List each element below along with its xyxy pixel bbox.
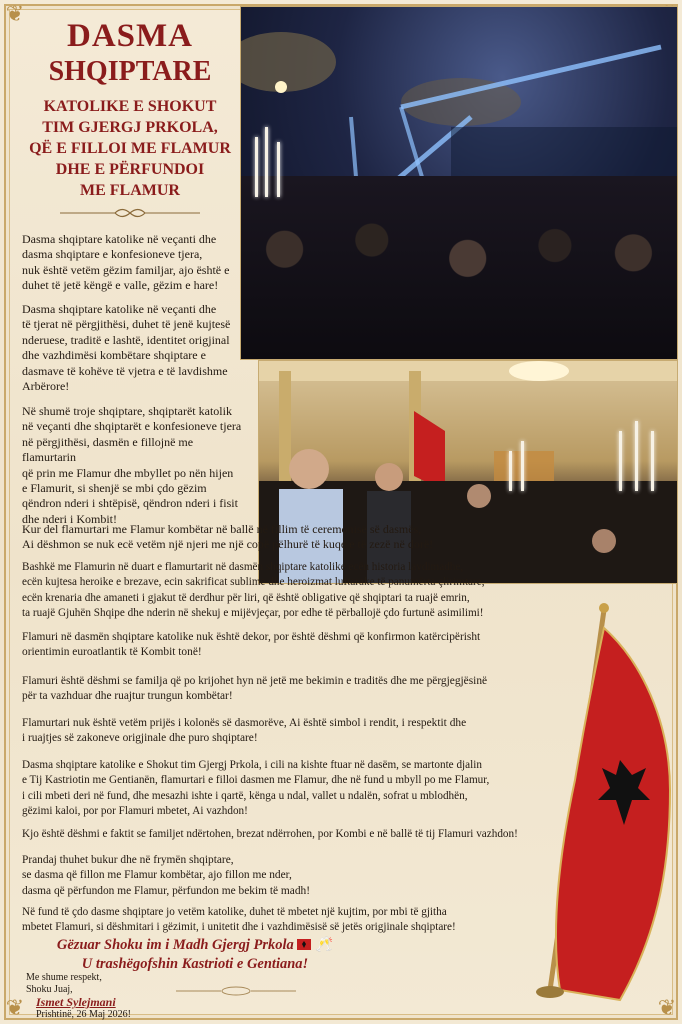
greeting-line-1: Gëzuar Shoku im i Madh Gjergj Prkola <box>56 937 294 953</box>
author-signature: Ismet Sylejmani <box>36 995 116 1009</box>
paragraph-8: Flamurtari nuk është vetëm prijës i kolonës së dasmorëve, Ai është simbol i rendit, i respektit dhe i ruajtjes së zakoneve origjinale dhe puro shqiptare! <box>22 717 467 745</box>
corner-ornament-icon: ❦ <box>5 2 25 27</box>
paragraph-4: Kur del flamurtari me Flamur kombëtar në ballë në fillim të ceremonisë së dasmës, Ai dëshmon se nuk ecë vetëm një njeri me një copë pëlhurë të kuqe e të zezë në dorë! <box>22 522 434 552</box>
paragraph-7: Flamuri është dëshmi se familja që po krijohet hyn në jetë me bekimin e traditës dhe me përgjegjësinë për ta vazhduar dhe ruajtur trungun kombëtar! <box>22 675 488 703</box>
guests-crowd <box>241 176 677 359</box>
candle <box>651 431 654 491</box>
albanian-flag-on-pole <box>520 600 676 1010</box>
corner-ornament-icon: ❦ <box>657 996 677 1021</box>
closing-regards: Me shume respekt, <box>26 972 102 983</box>
candle <box>509 451 512 491</box>
paragraph-3: Në shumë troje shqiptare, shqiptarët katolik në veçanti dhe shqiptarët e konfesioneve tjera në përgjithësi, dasmën e fillojnë me flamurtarin që prin me Flamur dhe mbyllet po nën hijen e Flamurit, si shenjë se mbi çdo gëzim qëndron nderi i shtëpisë, qëndron nderi i fisit dhe nderi i Kombit! <box>22 404 242 526</box>
paragraph-1: Dasma shqiptare katolike në veçanti dhe dasma shqiptare e konfesioneve tjera, nuk është vetëm gëzim familjar, ajo është e duhet të jetë këngë e valle, gëzim e hare! <box>22 232 230 293</box>
candle <box>521 441 524 491</box>
wedding-hall-photo <box>240 6 678 360</box>
candle <box>635 421 638 491</box>
paragraph-10: Kjo është dëshmi e faktit se familjet ndërtohen, brezat ndërrohen, por Kombi e në ballë të tij Flamuri vazhdon! <box>22 828 518 840</box>
greeting-line-2: U trashëgofshin Kastrioti e Gentiana! <box>81 956 309 972</box>
closing-greeting <box>30 936 360 974</box>
champagne-glasses-icon: 🥂 <box>315 937 334 953</box>
signature-ornament-icon <box>176 985 296 997</box>
page-title: DASMA <box>67 18 193 54</box>
candle <box>255 137 258 197</box>
candle <box>265 127 268 197</box>
page-subtitle: KATOLIKE E SHOKUT TIM GJERGJ PRKOLA, QË E FILLOI ME FLAMUR DHE E PËRFUNDOI ME FLAMUR <box>29 98 231 199</box>
corner-ornament-icon: ❦ <box>5 996 25 1021</box>
albanian-flag-icon <box>297 939 311 950</box>
paragraph-9: Dasma shqiptare katolike e Shokut tim Gjergj Prkola, i cili na kishte ftuar në dasëm, se martonte djalin e Tij Kastriotin me Gentianën, flamurtari e filloi dasmen me Flamur, dhe në fund u mbyll po me Flamur, i cili mbeti deri në fund, dhe mesazhi ishte i qartë, kënga u ndal, vallet u ndalën, sofrat u mblodhën, gëzimi kaloi, por por Flamuri mbetet, Ai vazhdon! <box>22 759 490 818</box>
paragraph-6: Flamuri në dasmën shqiptare katolike nuk është dekor, por është dëshmi që konfirmon katërcipërisht orientimin euroatlantik të Kombit tonë! <box>22 631 481 659</box>
candle <box>619 431 622 491</box>
page-title-line2: SHQIPTARE <box>48 56 212 87</box>
divider-ornament-icon <box>60 206 200 220</box>
candle <box>277 142 280 197</box>
paragraph-11: Prandaj thuhet bukur dhe në frymën shqiptare, se dasma që fillon me Flamur kombëtar, ajo fillon me nder, dasma që përfundon me Flamur, përfundon me bekim të madh! <box>22 854 311 897</box>
paragraph-5: Bashkë me Flamurin në duart e flamurtarit në dasmën shqiptare katolike ecën historia lavdimadhe, ecën kujtesa heroike e brezave, ecin sakrificat sublime dhe heroizmat luftarake të panumërta çlirimtare, ecën krenaria dhe amaneti i gjakut të derdhur për liri, që është obligative që shqiptari ta ruajë emrin, ta ruajë Gjuhën Shqipe dhe nderin në shekuj e mijëvjeçar, por edhe të përballojë çdo furtunë asimilimi! <box>22 561 485 620</box>
paragraph-12: Në fund të çdo dasme shqiptare jo vetëm katolike, duhet të mbetet një kujtim, por mbi të gjitha mbetet Flamuri, si dëshmitari i gëzimit, i unitetit dhe i vazhdimësisë së jetës origjinale shqiptare! <box>22 906 456 934</box>
paragraph-2: Dasma shqiptare katolike në veçanti dhe të tjerat në përgjithësi, duhet të jenë kujtesë nderuese, traditë e lashtë, identitet origjinal dhe vazhdimësi kombëtare shqiptare e dasmave të kohëve të vjetra e të lavdishme Arbërore! <box>22 302 231 394</box>
closing-friend: Shoku Juaj, <box>26 984 73 995</box>
place-date: Prishtinë, 26 Maj 2026! <box>36 1009 131 1020</box>
